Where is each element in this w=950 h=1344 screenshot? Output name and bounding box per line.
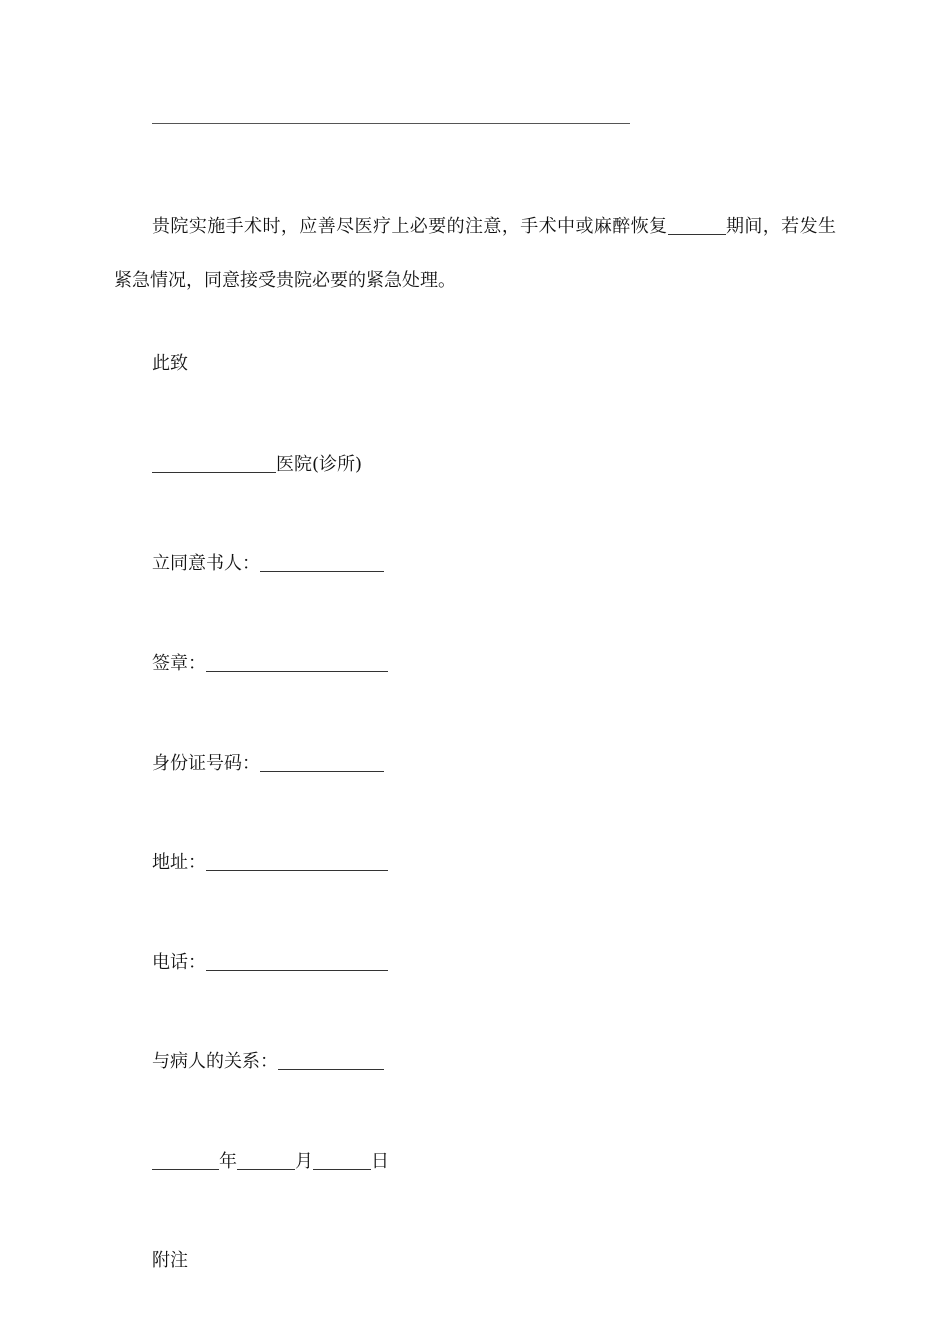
id-number-line	[152, 752, 384, 776]
date-line	[152, 1150, 389, 1174]
consenter-line	[152, 552, 384, 576]
consenter-label: 立同意书人：	[152, 553, 260, 574]
closing-line	[152, 352, 188, 376]
signature-line	[152, 652, 388, 676]
day-label: 日	[371, 1151, 389, 1172]
address-label: 地址：	[152, 852, 206, 873]
month-label: 月	[295, 1151, 313, 1172]
month-blank[interactable]	[237, 1151, 295, 1170]
address-line	[152, 851, 388, 875]
day-blank[interactable]	[313, 1151, 371, 1170]
year-blank[interactable]	[152, 1151, 219, 1170]
phone-line	[152, 951, 388, 975]
hospital-name-blank[interactable]	[152, 454, 276, 473]
relation-blank[interactable]	[278, 1051, 384, 1070]
id-number-label: 身份证号码：	[152, 753, 260, 774]
year-label: 年	[219, 1151, 237, 1172]
paragraph-part2: 期间，若发生紧急情况，同意接受贵院必要的紧急处理。	[114, 216, 837, 291]
hospital-suffix: 医院(诊所)	[276, 454, 363, 475]
relation-label: 与病人的关系：	[152, 1051, 278, 1072]
hospital-line	[152, 453, 362, 477]
phone-label: 电话：	[152, 952, 206, 973]
top-blank-line	[152, 123, 630, 124]
paragraph-part1: 贵院实施手术时，应善尽医疗上必要的注意，手术中或麻醉恢复	[152, 216, 668, 237]
closing-text: 此致	[152, 353, 188, 374]
signature-label: 签章：	[152, 653, 206, 674]
note-line	[152, 1249, 188, 1273]
signature-blank[interactable]	[206, 653, 388, 672]
consent-paragraph	[114, 200, 836, 308]
recovery-blank[interactable]	[668, 216, 726, 235]
relation-line	[152, 1050, 384, 1074]
note-heading: 附注	[152, 1250, 188, 1271]
consenter-blank[interactable]	[260, 553, 384, 572]
address-blank[interactable]	[206, 852, 388, 871]
phone-blank[interactable]	[206, 952, 388, 971]
id-number-blank[interactable]	[260, 753, 384, 772]
